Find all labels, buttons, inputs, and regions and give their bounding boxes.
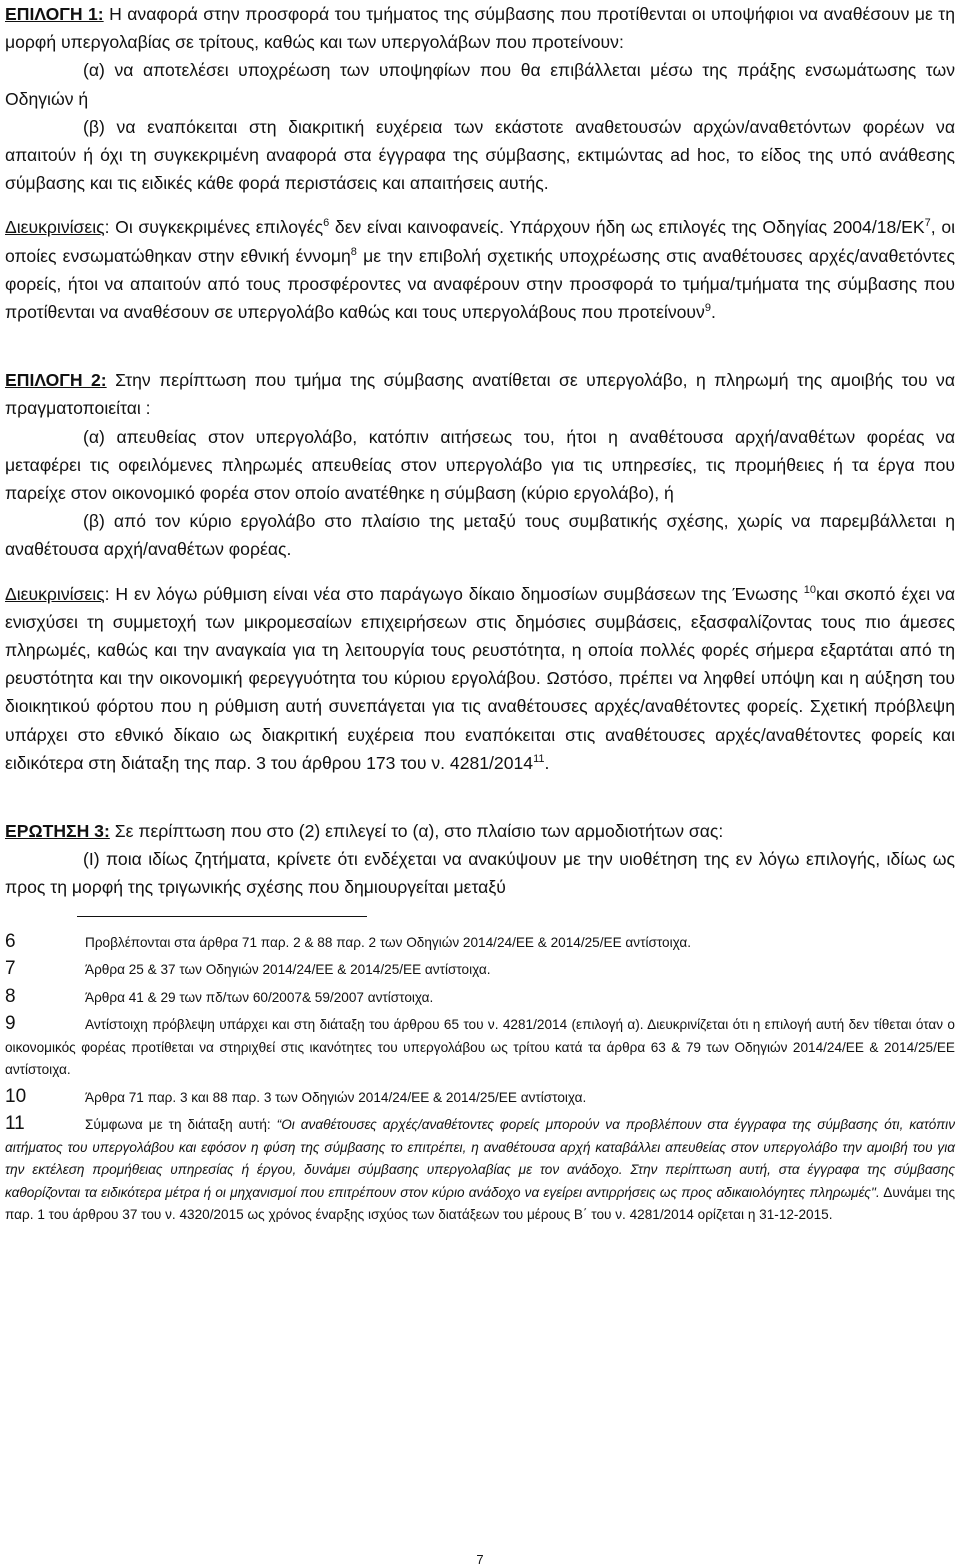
footnote-ref-6: 6 [323,217,330,230]
page-number: 7 [476,1552,484,1567]
question3-title: ΕΡΩΤΗΣΗ 3: [5,821,110,842]
option1-clarifications: Διευκρινίσεις: Οι συγκεκριμένες επιλογές$^6$ δεν είναι καινοφανείς. Υπάρχουν ήδη ως επιλογές της Οδηγίας $2004/18/EK^7$, οι οποίες ενσωματώθηκαν στην εθνική έννομη$^8$ με την επιβολή σχετικής υποχρέωσης στις αναθέτουσες αρχές/αναθετόντες φορείς, ήτοι να απαιτούν από τους προσφέροντες να αναφέρουν στην προσφορά το τμήμα/τμήματα της σύμβασης που προτίθενται να αναθέσουν σε υπεργολάβο καθώς και τους υπεργολάβους που προτείνουν$^9$. [5,217,956,323]
question3-item-1: (Ι) ποια ιδίως ζητήματα, κρίνετε ότι ενδέχεται να ανακύψουν με την υιοθέτηση της εν λόγω επιλογής, ιδίως ως προς τη μορφή της τριγωνικής σχέσης που δημιουργείται μεταξύ [5,849,955,898]
footnote-6: 6 Προβλέπονται στα άρθρα 71 παρ. 2 & 88 παρ. 2 των Οδηγιών 2014/24/ΕΕ & 2014/25/ΕΕ αντίστοιχα. [5,930,692,952]
question3-intro: ΕΡΩΤΗΣΗ 3: Σε περίπτωση που στο (2) επιλεγεί το (α), στο πλαίσιο των αρμοδιοτήτων σας: [5,821,724,842]
footnote-7: 7 Άρθρα 25 & 37 των Οδηγιών 2014/24/ΕΕ & 2014/25/ΕΕ αντίστοιχα. [5,958,491,980]
footnote-separator [77,916,367,931]
footnote-ref-11: 11 [533,752,545,765]
footnote-ref-10: 10 [803,583,817,596]
option1-item-b: (β) να εναπόκειται στη διακριτική ευχέρεια των εκάστοτε αναθετουσών αρχών/αναθετόντων φορέων να απαιτούν ή όχι τη συγκεκριμένη αναφορά στα έγγραφα της σύμβασης, εκτιμώντας ad hoc, το είδος της υπό ανάθεσης σύμβασης και τις ειδικές κάθε φορά περιστάσεις και απαιτήσεις αυτής. [5,116,955,194]
document-page [5,0,955,1231]
option1-item-a: (α) να αποτελέσει υποχρέωση των υποψηφίων που θα επιβάλλεται μέσω της πράξης ενσωμάτωσης των Οδηγιών ή [5,60,955,109]
body-text [5,0,955,902]
footnote-9: 9 Αντίστοιχη πρόβλεψη υπάρχει και στη διάταξη του άρθρου 65 του ν. 4281/2014 (επιλογή α). Διευκρινίζεται ότι η επιλογή αυτή δεν τίθεται όταν ο οικονομικός φορέας προτίθεται να στηριχθεί στις ικανότητες του υπεργολάβου ως τρίτου κατά τα άρθρα 63 & 79 των Οδηγιών 2014/24/ΕΕ & 2014/25/ΕΕ αντίστοιχα. [5,1013,955,1078]
footnote-ref-8: 8 [350,245,357,258]
footnote-8: 8 Άρθρα 41 & 29 των πδ/των 60/2007& 59/2007 αντίστοιχα. [5,985,434,1007]
option2-item-b: (β) από τον κύριο εργολάβο στο πλαίσιο της μεταξύ τους συμβατικής σχέσης, χωρίς να παρεμβάλλεται η αναθέτουσα αρχή/αναθέτων φορέας. [5,511,955,560]
footnote-10: 10 Άρθρα 71 παρ. 3 και 88 παρ. 3 των Οδηγιών 2014/24/ΕΕ & 2014/25/ΕΕ αντίστοιχα. [5,1085,587,1107]
footnote-ref-7: 7 [924,217,931,230]
option2-intro: ΕΠΙΛΟΓΗ 2: Στην περίπτωση που τμήμα της σύμβασης ανατίθεται σε υπεργολάβο, η πληρωμή της αμοιβής του να πραγματοποιείται : [5,370,955,419]
footnote-ref-9: 9 [704,302,711,315]
footnote-11: 11 Σύμφωνα με τη διάταξη αυτή: “Οι αναθέτουσες αρχές/αναθέτοντες φορείς μπορούν να προβλέπουν στα έγγραφα της σύμβασης ότι, κατόπιν αιτήματος του υπεργολάβου και εφόσον η φύση της σύμβασης το επιτρέπει, η αναθέτουσα αρχή καταβάλλει απευθείας στον υπεργολάβο την αμοιβή του για την εκτέλεση προμήθειας υπηρεσίας ή έργου, δυνάμει σύμβασης υπεργολαβίας με τον ανάδοχο. Στην περίπτωση αυτή, στα έγγραφα της σύμβασης καθορίζονται τα ειδικότερα μέτρα ή οι μηχανισμοί που επιτρέπουν στον κύριο ανάδοχο να εγείρει αντιρρήσεις ως προς αδικαιολόγητες πληρωμές''. Δυνάμει της παρ. 1 του άρθρου 37 του ν. 4320/2015 ως χρόνος έναρξης ισχύος των διατάξεων του μέρους Β΄ του ν. 4281/2014 ορίζεται η 31-12-2015. [5,1113,955,1223]
footnotes [5,931,955,1227]
option2-item-a: (α) απευθείας στον υπεργολάβο, κατόπιν αιτήσεως του, ήτοι η αναθέτουσα αρχή/αναθέτων φορέας να μεταφέρει τις οφειλόμενες πληρωμές απευθείας στον υπεργολάβο για τις υπηρεσίες, τις προμήθειες ή τα έργα που παρείχε στον οικονομικό φορέα στον οποίο ανατέθηκε η σύμβαση (κύριο εργολάβο), ή [5,426,955,504]
clarifications-label: Διευκρινίσεις [5,217,105,238]
option1-intro: ΕΠΙΛΟΓΗ 1: Η αναφορά στην προσφορά του τμήματος της σύμβασης που προτίθενται οι υποψήφιοι να αναθέσουν με τη μορφή υπεργολαβίας σε τρίτους, καθώς και των υπεργολάβων που προτείνουν: [5,4,955,53]
option2-title: ΕΠΙΛΟΓΗ 2: [5,370,107,391]
footnote-11-quote: “Οι αναθέτουσες αρχές/αναθέτοντες φορείς μπορούν να προβλέπουν στα έγγραφα της σύμβασης ότι, κατόπιν αιτήματος του υπεργολάβου και εφόσον η φύση της σύμβασης το επιτρέπει, η αναθέτουσα αρχή καταβάλλει απευθείας στον υπεργολάβο την αμοιβή του για την εκτέλεση προμήθειας υπηρεσίας ή έργου, δυνάμει σύμβασης υπεργολαβίας με τον ανάδοχο. Στην περίπτωση αυτή, στα έγγραφα της σύμβασης καθορίζονται τα ειδικότερα μέτρα ή οι μηχανισμοί που επιτρέπουν στον κύριο ανάδοχο να εγείρει αντιρρήσεις ως προς αδικαιολόγητες πληρωμές''. [5,1117,955,1200]
clarifications-label: Διευκρινίσεις [5,583,105,604]
option2-clarifications: Διευκρινίσεις: Η εν λόγω ρύθμιση είναι νέα στο παράγωγο δίκαιο δημοσίων συμβάσεων της Ένωσης $^{10}$και σκοπό έχει να ενισχύσει τη συμμετοχή των μικρομεσαίων επιχειρήσεων στις δημόσιες συμβάσεις, εξασφαλίζοντας τους πιο άμεσες πληρωμές, καθώς και την αναγκαία για τη λειτουργία τους ρευστότητα, η οποία πολλές φορές σήμερα εξαρτάται από τη ρευστότητα και την οικονομική φερεγγυότητα του κύριου εργολάβου. Ωστόσο, πρέπει να ληφθεί υπόψη και η αύξηση του διοικητικού φόρτου που η ρύθμιση αυτή συνεπάγεται για τις αναθέτουσες αρχές/αναθέτοντες φορείς. Σχετική πρόβλεψη υπάρχει στο εθνικό δίκαιο ως διακριτική ευχέρεια που εναπόκειται στις αναθέτουσες αρχές/αναθέτοντες φορείς και ειδικότερα στη διάταξη της παρ. 3 του άρθρου 173 του ν. 4281/2014$^{11}$. [5,583,955,773]
option1-title: ΕΠΙΛΟΓΗ 1: [5,4,104,24]
